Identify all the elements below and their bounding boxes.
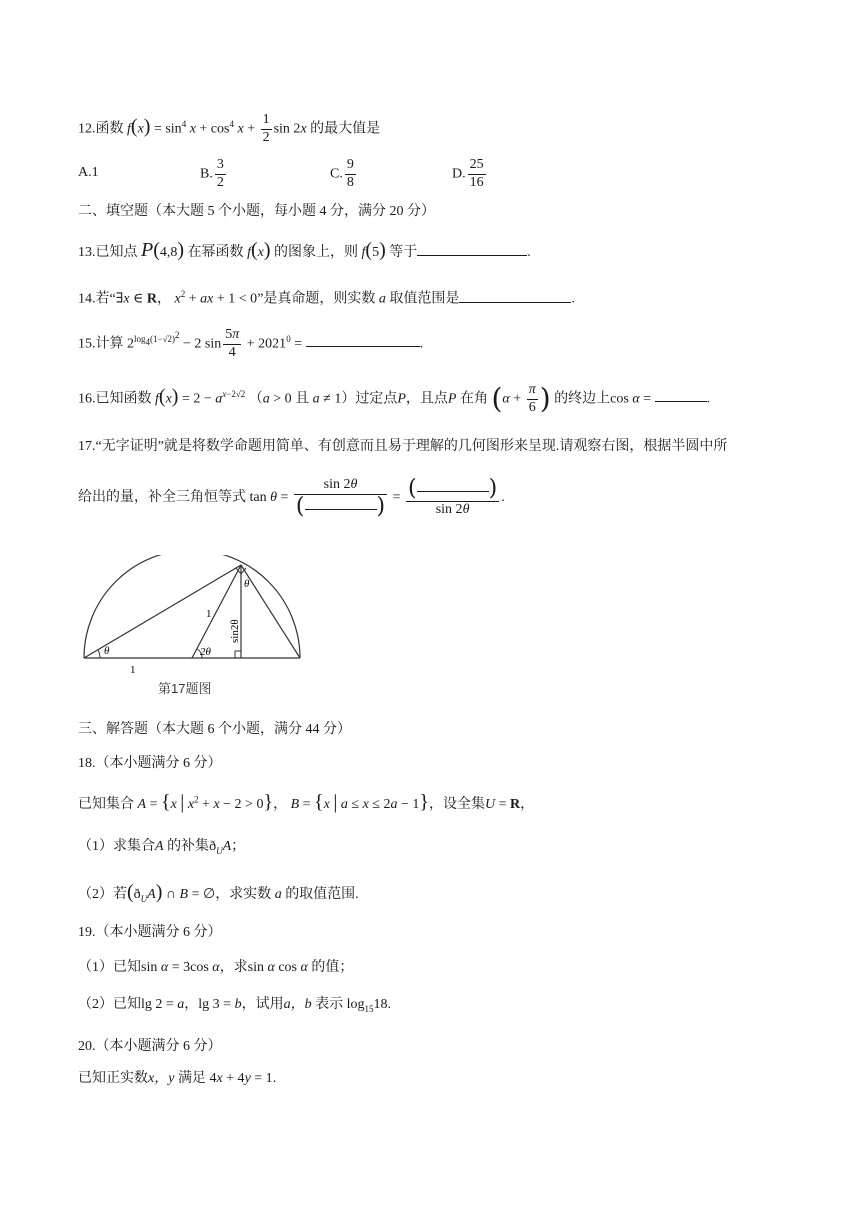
section-fill-in-heading: 二、填空题（本大题 5 个小题，每小题 4 分，满分 20 分） <box>78 204 435 219</box>
q18-title: 18.（本小题满分 6 分） <box>78 756 222 771</box>
section-answer-heading: 三、解答题（本大题 6 个小题，满分 44 分） <box>78 722 351 737</box>
q15-line: 15.计算 $2^{log_4(1-√2)^2} - 2$ sin $\frac{5\pi}{4}$ + $2021^0$ = . <box>78 327 424 360</box>
chord-right <box>241 565 300 658</box>
q19-title: 19.（本小题满分 6 分） <box>78 925 222 940</box>
q12-option-d[interactable]: D. $\frac{25}{16}$ <box>452 157 484 190</box>
q14-answer-blank[interactable] <box>459 302 571 303</box>
label-theta-top: θ <box>244 578 250 590</box>
label-two-theta: 2θ <box>200 646 211 658</box>
q17-line2: 给出的量，补全三角恒等式 tan θ = $\frac{\sin 2\theta}{( )}$ = $\frac{( )}{\sin 2\theta}$ . <box>78 476 505 519</box>
right-angle-marker <box>235 651 241 658</box>
q12-option-c[interactable]: C. $\frac{9}{8}$ <box>330 157 354 190</box>
q16-line: 16.已知函数 $f(x) = 2 - a^{x-2√2}$ （a > 0 且 a ≠ 1）过定点P，且点P 在角 (α + $\frac{\pi}{6}$ ) 的终边上cos α = . <box>78 382 711 416</box>
q12-option-b[interactable]: B. $\frac{3}{2}$ <box>200 157 224 190</box>
q12-formula: f <box>127 121 131 137</box>
angle-arc-theta <box>98 650 100 658</box>
q20-text: 已知正实数x，y 满足 4x + 4y = 1. <box>78 1071 277 1086</box>
label-one-diameter: 1 <box>130 664 136 676</box>
q18-part1: （1）求集合A 的补集$ð_UA$； <box>78 839 246 856</box>
q19-part1: （1）已知sin α = 3cos α，求sin α cos α 的值； <box>78 960 354 975</box>
q12-suffix: 的最大值是 <box>310 121 381 137</box>
q18-part2: （2）若$(ð_UA)$ ∩ B = ∅，求实数 a 的取值范围. <box>78 881 359 904</box>
q20-title: 20.（本小题满分 6 分） <box>78 1039 222 1054</box>
q16-answer-blank[interactable] <box>655 401 707 402</box>
label-one-radius: 1 <box>206 608 212 620</box>
q17-blank-2[interactable] <box>417 491 489 492</box>
q12-label: 12.函数 <box>78 121 124 137</box>
q17-line1: 17.“无字证明”就是将数学命题用简单、有创意而且易于理解的几何图形来呈现.请观察右图，根据半圆中所 <box>78 439 728 454</box>
q12-option-a[interactable]: A.1 <box>78 165 99 180</box>
q18-intro: 已知集合 A = {x | $x^2 + x - 2 > 0$}， B = {x | a ≤ x ≤ 2a − 1}，设全集U = R， <box>78 791 535 813</box>
semicircle-figure <box>78 555 308 705</box>
label-sin2theta: sin2θ <box>229 619 241 643</box>
figure-caption: 第17题图 <box>158 681 212 696</box>
q12-line: 12.函数 $f(x) = \sin^4 x + \cos^4 x$ + $\frac{1}{2}$ sin 2x 的最大值是 <box>78 112 381 145</box>
q13-line: 13.已知点 P(4,8) 在幂函数 f(x) 的图象上，则 f(5) 等于 . <box>78 239 531 261</box>
label-theta: θ <box>104 645 110 657</box>
q13-answer-blank[interactable] <box>417 255 527 256</box>
q17-blank-1[interactable] <box>305 509 377 510</box>
q14-line: 14.若“∃x ∈ R， $x^2$ + ax + 1 < 0”是真命题，则实数 a 取值范围是 . <box>78 289 575 307</box>
q19-part2: （2）已知lg 2 = a，lg 3 = b，试用a，b 表示 $\log_{15}18$. <box>78 997 391 1014</box>
q15-answer-blank[interactable] <box>306 346 420 347</box>
